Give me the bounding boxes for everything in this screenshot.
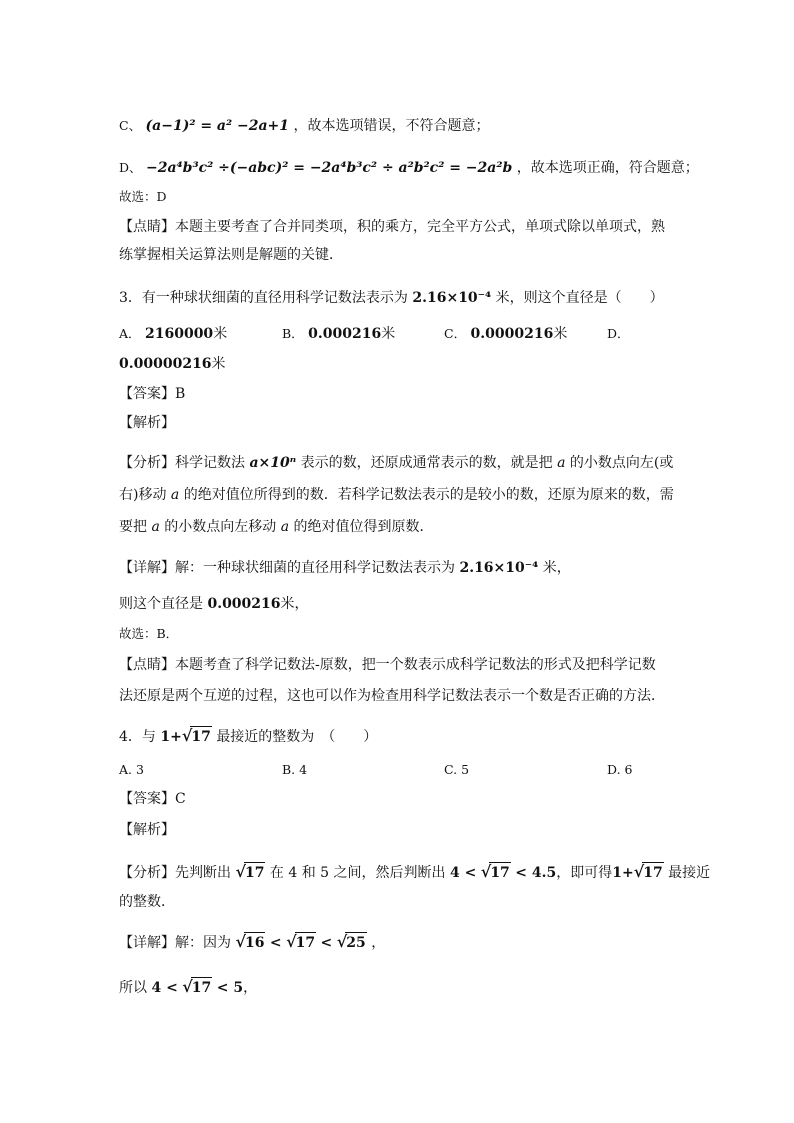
question-3-text-a: 3．有一种球状细菌的直径用科学记数法表示为 <box>119 290 408 306</box>
question-3-stem <box>119 288 664 308</box>
question-4-text-b: 最接近的整数为 （ ） <box>216 729 378 745</box>
xj4-rad-17: 17 <box>295 932 316 953</box>
fx4-rad-3: 17 <box>642 862 663 883</box>
xj3-text-b: 米， <box>542 560 571 576</box>
option-d-line <box>119 158 699 178</box>
q3-option-a-value: 2160000 <box>144 326 214 342</box>
analysis-3-line-3 <box>119 517 434 537</box>
q3-option-c-label: C． <box>444 326 467 341</box>
xj4-rad-25: 25 <box>345 932 366 953</box>
question-4-radicand: 17 <box>190 726 211 747</box>
option-c-suffix: ，故本选项错误，不符合题意； <box>293 118 490 134</box>
xj4-rad-17b: 17 <box>191 977 212 998</box>
q3-option-d-label: D． <box>607 326 630 341</box>
fx3-line3-a: 要把 <box>119 519 147 535</box>
q3-option-b-label: B． <box>282 326 304 341</box>
fx3-line3-b: 的小数点向左移动 <box>164 519 277 535</box>
xj3-line2-a: 则这个直径是 <box>119 596 203 612</box>
sqrt-icon: √ <box>633 862 645 881</box>
q3-option-b-unit: 米 <box>381 326 396 342</box>
sqrt-icon: √ <box>181 726 193 745</box>
fx3-text-b: 表示的数，还原成通常表示的数，就是把 <box>300 455 553 471</box>
fx3-text-a: 【分析】科学记数法 <box>119 455 245 471</box>
detail-3-line-1 <box>119 558 571 578</box>
comment-1-line-2: 练掌握相关运算法则是解题的关键． <box>119 247 343 263</box>
option-c-line <box>119 116 489 136</box>
fx4-four: 4 < <box>449 865 477 881</box>
q3-option-d-unit: 米 <box>211 356 226 372</box>
fx3-line2-a: 右)移动 <box>119 487 167 503</box>
fx3-line2-var: a <box>170 487 180 503</box>
fx4-text-d: 最接近 <box>668 865 711 881</box>
question-4-stem <box>119 726 377 747</box>
fx3-line3-c: 的绝对值位得到原数． <box>293 519 434 535</box>
fx4-text-c: ，即可得 <box>556 865 613 881</box>
q4-option-d: D. 6 <box>607 762 633 777</box>
analysis-3-line-1 <box>119 453 673 473</box>
option-c-prefix: C、 <box>119 118 142 133</box>
question-3-text-b: 米，则这个直径是（ ） <box>495 290 664 306</box>
fx3-var-a: a <box>557 455 566 471</box>
sqrt-icon: √ <box>235 862 246 881</box>
analysis-3-label: 【解析】 <box>119 415 175 431</box>
sqrt-icon: √ <box>182 977 193 996</box>
sqrt-icon: √ <box>336 932 348 951</box>
sqrt-icon: √ <box>480 862 492 881</box>
option-d-formula: −2a⁴b³c² ÷(−abc)² = −2a⁴b³c² ÷ a²b²c² = −2a²b <box>145 160 513 176</box>
choose-d: 故选：D <box>119 189 167 204</box>
option-c-formula: (a−1)² = a² −2a+1 <box>145 118 290 134</box>
q3-option-b <box>282 324 395 344</box>
xj4-ineq-b: < 5 <box>216 980 244 996</box>
xj4-ineq-a: 4 < <box>151 980 178 996</box>
answer-4: 【答案】C <box>119 791 186 807</box>
analysis-4-line-2: 的整数． <box>119 894 175 910</box>
fx3-text-c: 的小数点向左(或 <box>569 455 674 471</box>
xj4-text-a: 【详解】解：因为 <box>119 935 231 951</box>
xj4-end: ， <box>243 980 258 996</box>
answer-3: 【答案】B <box>119 386 186 402</box>
question-4-one-plus: 1+ <box>160 729 182 745</box>
comment-3-line-2: 法还原是两个互逆的过程，这也可以作为检查用科学记数法表示一个数是否正确的方法． <box>119 688 665 704</box>
fx4-text-a: 【分析】先判断出 <box>119 865 231 881</box>
q3-option-a-unit: 米 <box>213 326 228 342</box>
xj4-so: 所以 <box>119 980 147 996</box>
q3-option-d-value-line <box>119 354 226 374</box>
q3-option-c <box>444 324 567 344</box>
sqrt-icon: √ <box>286 932 297 951</box>
analysis-4-label: 【解析】 <box>119 822 175 838</box>
q4-option-c: C. 5 <box>444 762 470 777</box>
fx3-line3-var2: a <box>280 519 290 535</box>
option-d-prefix: D、 <box>119 160 142 175</box>
sqrt-icon: √ <box>235 932 246 951</box>
q3-option-d-value: 0.00000216 <box>119 356 212 372</box>
analysis-3-line-2 <box>119 485 674 505</box>
xj4-rad-16: 16 <box>244 932 265 953</box>
xj3-math: 2.16×10⁻⁴ <box>459 560 539 576</box>
xj4-lt-2: < <box>320 935 333 951</box>
q3-option-b-value: 0.000216 <box>308 326 382 342</box>
xj3-text-a: 【详解】解：一种球状细菌的直径用科学记数法表示为 <box>119 560 455 576</box>
fx4-rad-2: 17 <box>489 862 510 883</box>
option-d-suffix: ，故本选项正确，符合题意； <box>516 160 699 176</box>
q4-option-b: B. 4 <box>282 762 308 777</box>
fx4-one-plus: 1+ <box>612 865 634 881</box>
q3-option-c-value: 0.0000216 <box>470 326 554 342</box>
q3-option-c-unit: 米 <box>553 326 568 342</box>
xj3-line2-b: 米， <box>280 596 309 612</box>
fx3-math: a×10ⁿ <box>249 455 297 471</box>
fx4-text-b: 在 4 和 5 之间，然后判断出 <box>269 865 446 881</box>
question-4-text-a: 4．与 <box>119 729 156 745</box>
fx4-lt45: < 4.5 <box>515 865 557 881</box>
analysis-4-line-1 <box>119 862 710 883</box>
detail-3-line-2 <box>119 594 309 614</box>
comment-1-line-1: 【点睛】本题主要考查了合并同类项，积的乘方，完全平方公式，单项式除以单项式，熟 <box>119 219 665 235</box>
xj4-lt-1: < <box>269 935 282 951</box>
comment-3-line-1: 【点睛】本题考查了科学记数法-原数，把一个数表示成科学记数法的形式及把科学记数 <box>119 657 656 673</box>
fx3-line3-var1: a <box>151 519 160 535</box>
detail-4-line-1 <box>119 932 385 953</box>
fx4-rad-1: 17 <box>244 862 265 883</box>
detail-4-line-2 <box>119 977 257 998</box>
q3-option-a <box>119 324 227 344</box>
question-3-math: 2.16×10⁻⁴ <box>412 290 492 306</box>
q4-option-a: A. 3 <box>119 762 144 777</box>
choose-b: 故选：B． <box>119 626 179 641</box>
xj3-line2-val: 0.000216 <box>207 596 281 612</box>
xj4-comma: ， <box>371 935 386 951</box>
q3-option-d <box>607 324 630 344</box>
fx3-line2-b: 的绝对值位所得到的数．若科学记数法表示的是较小的数，还原为原来的数，需 <box>183 487 674 503</box>
q3-option-a-label: A． <box>119 326 141 341</box>
